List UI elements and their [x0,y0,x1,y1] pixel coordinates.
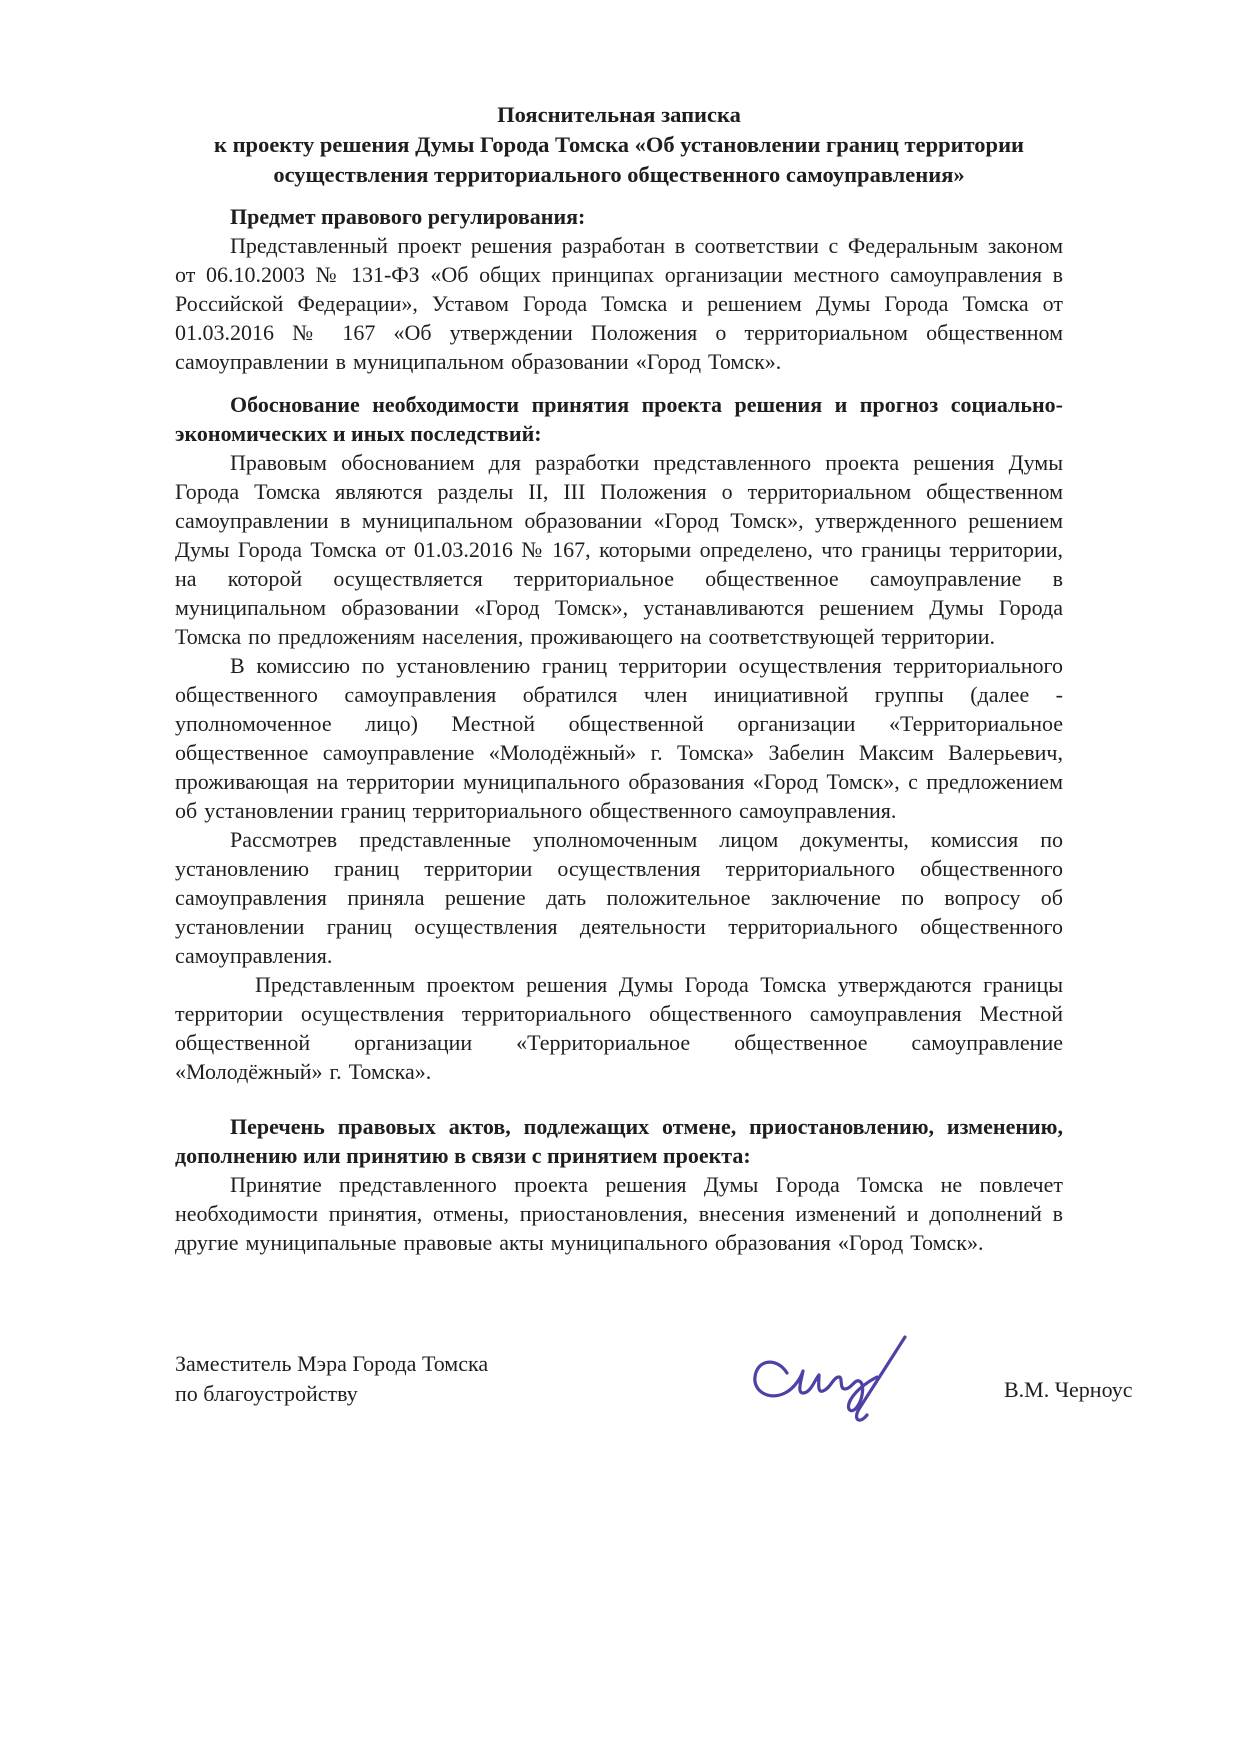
paragraph: Рассмотрев представленные уполномоченным лицом документы, комиссия по установлению границ территории осуществления территориального общественного самоуправления приняла решение дать положительное заключение по вопросу об установлении границ осуществления деятельности территориального общественного самоуправления. [175,827,1063,968]
title-line-2: к проекту решения Думы Города Томска «Об установлении границ территории [214,132,1024,157]
handwritten-signature [747,1335,932,1440]
document-title [175,100,1063,190]
section-heading: Перечень правовых актов, подлежащих отмене, приостановлению, изменению, дополнению или принятию в связи с принятием проекта: [175,1114,1063,1168]
signatory-position [175,1349,555,1409]
section-heading: Предмет правового регулирования: [230,204,586,229]
signatory-position-line-1: Заместитель Мэра Города Томска [175,1351,489,1376]
paragraph: Представленный проект решения разработан в соответствии с Федеральным законом от 06.10.2003 № 131-ФЗ «Об общих принципах организации местного самоуправления в Российской Федерации», Уставом Города Томска и решением Думы Города Томска от 01.03.2016 № 167 «Об утверждении Положения о территориальном общественном самоуправлении в муниципальном образовании «Город Томск». [175,233,1063,374]
section-justification [175,390,1063,1086]
paragraph: Представленным проектом решения Думы Города Томска утверждаются границы территории осуществления территориального общественного самоуправления Местной общественной организации «Территориальное общественное самоуправление «Молодёжный» г. Томска». [175,972,1063,1084]
signature-ink [755,1337,905,1420]
title-line-1: Пояснительная записка [497,102,741,127]
section-heading: Обоснование необходимости принятия проекта решения и прогноз социально-экономических и иных последствий: [175,392,1063,446]
signatory-position-line-2: по благоустройству [175,1381,358,1406]
section-legal-acts-list [175,1112,1063,1257]
paragraph: Принятие представленного проекта решения Думы Города Томска не повлечет необходимости принятия, отмены, приостановления, внесения изменений и дополнений в другие муниципальные правовые акты муниципального образования «Город Томск». [175,1172,1063,1255]
signature-block [175,1349,1133,1440]
paragraph: В комиссию по установлению границ территории осуществления территориального общественного самоуправления обратился член инициативной группы (далее - уполномоченное лицо) Местной общественной организации «Территориальное общественное самоуправление «Молодёжный» г. Томска» Забелин Максим Валерьевич, проживающая на территории муниципального образования «Город Томск», с предложением об установлении границ территориального общественного самоуправления. [175,653,1063,823]
section-subject-of-regulation [175,202,1063,376]
paragraph: Правовым обоснованием для разработки представленного проекта решения Думы Города Томска являются разделы II, III Положения о территориальном общественном самоуправлении в муниципальном образовании «Город Томск», утвержденного решением Думы Города Томска от 01.03.2016 № 167, которыми определено, что границы территории, на которой осуществляется территориальное общественное самоуправление в муниципальном образовании «Город Томск», устанавливаются решением Думы Города Томска по предложениям населения, проживающего на соответствующей территории. [175,450,1063,649]
signatory-name: В.М. Черноус [1004,1377,1133,1402]
title-line-3: осуществления территориального общественного самоуправления» [273,162,965,187]
